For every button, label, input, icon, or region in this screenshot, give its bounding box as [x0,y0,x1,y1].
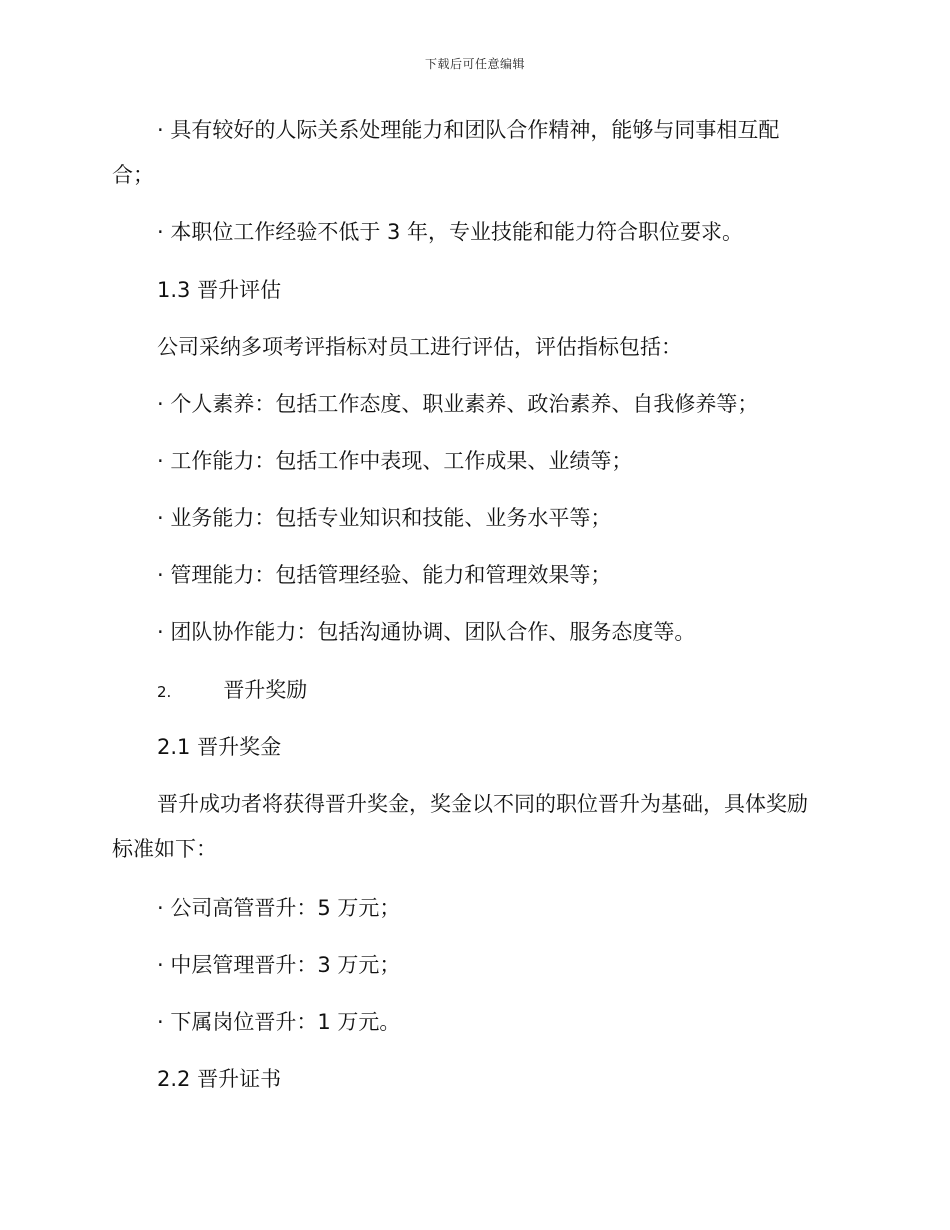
bullet-interpersonal-continued: 合； [112,163,154,187]
paragraph-bonus: 晋升成功者将获得晋升奖金，奖金以不同的职位晋升为基础，具体奖励 [157,792,808,816]
bullet-team-ability: · 团队协作能力：包括沟通协调、团队合作、服务态度等。 [157,620,696,644]
paragraph-evaluation: 公司采纳多项考评指标对员工进行评估，评估指标包括： [157,335,682,359]
section-number-2: 2. [157,683,172,701]
bullet-interpersonal: · 具有较好的人际关系处理能力和团队合作精神，能够与同事相互配 [157,118,780,142]
bullet-experience: · 本职位工作经验不低于 3 年，专业技能和能力符合职位要求。 [157,220,744,244]
section-title-2: 晋升奖励 [223,678,308,702]
paragraph-bonus-continued: 标准如下： [112,837,217,861]
section-heading-2-1: 2.1 晋升奖金 [157,735,282,759]
bullet-work-ability: · 工作能力：包括工作中表现、工作成果、业绩等； [157,449,633,473]
bullet-personal-quality: · 个人素养：包括工作态度、职业素养、政治素养、自我修养等； [157,392,759,416]
bullet-management-ability: · 管理能力：包括管理经验、能力和管理效果等； [157,563,612,587]
bullet-business-ability: · 业务能力：包括专业知识和技能、业务水平等； [157,506,612,530]
bullet-executive-bonus: · 公司高管晋升：5 万元； [157,896,401,920]
section-heading-2 [157,678,307,704]
section-heading-1-3: 1.3 晋升评估 [157,278,282,302]
page-header: 下载后可任意编辑 [424,57,525,71]
bullet-subordinate-bonus: · 下属岗位晋升：1 万元。 [157,1010,401,1034]
section-heading-2-2: 2.2 晋升证书 [157,1067,282,1091]
bullet-middle-management-bonus: · 中层管理晋升：3 万元； [157,953,401,977]
